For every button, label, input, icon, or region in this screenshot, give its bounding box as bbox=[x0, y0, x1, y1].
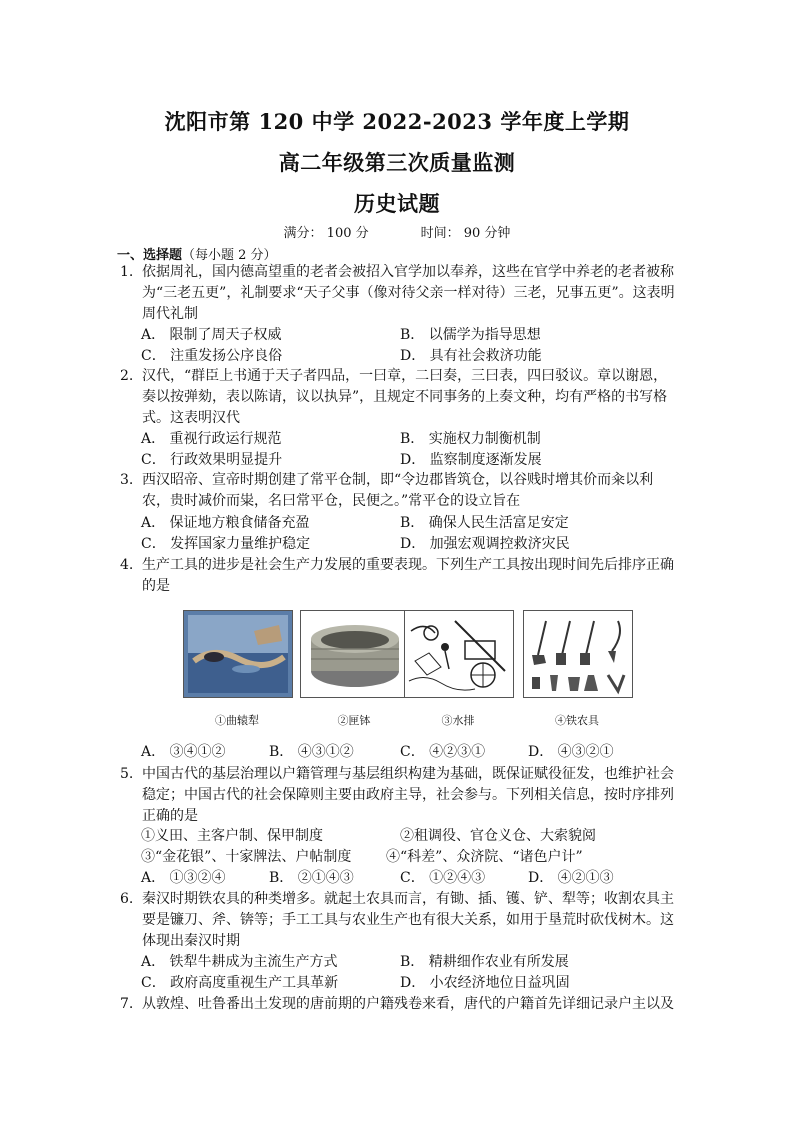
question-4 bbox=[120, 555, 680, 597]
option-b[interactable]: B． 实施权力制衡机制 bbox=[400, 431, 541, 447]
section-heading bbox=[117, 244, 277, 263]
caption-fig-3: ③水排 bbox=[441, 714, 475, 727]
option-c[interactable]: C． 政府高度重视生产工具革新 bbox=[141, 975, 339, 991]
option-b[interactable]: B． ②①④③ bbox=[269, 870, 354, 886]
tool-figures bbox=[183, 610, 643, 730]
option-a[interactable]: A． 保证地方粮食储备充盈 bbox=[141, 515, 310, 531]
option-d[interactable]: D． 小农经济地位日益巩固 bbox=[400, 975, 570, 991]
exam-title-subject: 历史试题 bbox=[354, 191, 440, 216]
option-c[interactable]: C． 发挥国家力量维护稳定 bbox=[141, 536, 311, 552]
option-d[interactable]: D． 具有社会救济功能 bbox=[400, 348, 542, 364]
question-stem: 依据周礼，国内德高望重的老者会被招入官学加以奉养，这些在官学中养老的老者被称为“三老五更”，礼制要求“天子父事（像对待父亲一样对待）三老，兄事五更”。这表明周代礼制 bbox=[142, 264, 675, 322]
caption-fig-4: ④铁农具 bbox=[555, 714, 599, 727]
question-stem: 生产工具的进步是社会生产力发展的重要表现。下列生产工具按出现时间先后排序正确的是 bbox=[142, 557, 674, 594]
question-stem: 西汉昭帝、宣帝时期创建了常平仓制，即“令边郡皆筑仓，以谷贱时增其价而籴以利农，贵时减价而粜，名曰常平仓，民便之。”常平仓的设立旨在 bbox=[142, 472, 654, 509]
question-stem: 中国古代的基层治理以户籍管理与基层组织构建为基础，既保证赋役征发，也维护社会稳定；中国古代的社会保障则主要由政府主导，社会参与。下列相关信息，按时序排列正确的是 bbox=[142, 766, 674, 824]
question-3 bbox=[120, 470, 680, 512]
exam-title-grade: 高二年级第三次质量监测 bbox=[278, 150, 516, 175]
figure-curved-plow bbox=[183, 610, 293, 698]
option-b[interactable]: B． 确保人民生活富足安定 bbox=[400, 515, 569, 531]
option-c[interactable]: C． 注重发扬公序良俗 bbox=[141, 348, 283, 364]
option-d[interactable]: D． 监察制度逐渐发展 bbox=[400, 452, 542, 468]
option-c[interactable]: C． 行政效果明显提升 bbox=[141, 452, 283, 468]
exam-meta bbox=[0, 222, 794, 241]
figure-water-bellows bbox=[404, 610, 514, 698]
question-6 bbox=[120, 889, 680, 952]
question-stem: 汉代，“群臣上书通于天子者四品，一曰章，二曰奏，三曰表，四曰驳议。章以谢恩，奏以按弹劾，表以陈请，议以执异”，且规定不同事务的上奏文种，均有严格的书写格式。这表明汉代 bbox=[142, 368, 668, 426]
question-number: 5. bbox=[120, 766, 134, 782]
option-a[interactable]: A． 重视行政运行规范 bbox=[141, 431, 282, 447]
option-b[interactable]: B． 精耕细作农业有所发展 bbox=[400, 954, 569, 970]
option-b[interactable]: B． ④③①② bbox=[269, 744, 354, 760]
full-score: 满分： 100 分 bbox=[283, 226, 369, 241]
option-a[interactable]: A． ③④①② bbox=[141, 744, 226, 760]
question-number: 6. bbox=[120, 891, 134, 907]
figure-saggar bbox=[300, 610, 410, 698]
option-c[interactable]: C． ④②③① bbox=[400, 744, 486, 760]
option-a[interactable]: A． ①③②④ bbox=[141, 870, 226, 886]
question-stem: 秦汉时期铁农具的种类增多。就起土农具而言，有锄、插、镬、铲、犁等；收割农具主要是镰刀、斧、锛等；手工工具与农业生产也有很大关系，如用于垦荒时砍伐树木。这体现出秦汉时期 bbox=[142, 891, 674, 949]
question-number: 4. bbox=[120, 557, 134, 573]
option-b[interactable]: B． 以儒学为指导思想 bbox=[400, 327, 541, 343]
section-label: 一、选择题 bbox=[117, 248, 183, 263]
option-a[interactable]: A． 铁犁牛耕成为主流生产方式 bbox=[141, 954, 338, 970]
question-2 bbox=[120, 366, 680, 429]
item-3: ③“金花银”、十家牌法、户帖制度 bbox=[141, 849, 352, 865]
option-a[interactable]: A． 限制了周天子权威 bbox=[141, 327, 282, 343]
caption-fig-1: ①曲辕犁 bbox=[215, 714, 259, 727]
figure-iron-tools bbox=[523, 610, 633, 698]
question-1 bbox=[120, 262, 680, 325]
item-2: ②租调役、官仓义仓、大索貌阅 bbox=[400, 828, 596, 844]
question-7 bbox=[120, 994, 680, 1015]
question-number: 3. bbox=[120, 472, 134, 488]
exam-title-school: 沈阳市第 120 中学 2022-2023 学年度上学期 bbox=[164, 109, 630, 134]
question-number: 7. bbox=[120, 996, 134, 1012]
option-d[interactable]: D． ④③②① bbox=[528, 744, 614, 760]
question-number: 1. bbox=[120, 264, 134, 280]
option-d[interactable]: D． 加强宏观调控救济灾民 bbox=[400, 536, 570, 552]
question-5 bbox=[120, 764, 680, 827]
section-note: （每小题 2 分） bbox=[182, 248, 277, 263]
option-c[interactable]: C． ①②④③ bbox=[400, 870, 486, 886]
question-number: 2. bbox=[120, 368, 134, 384]
exam-time: 时间： 90 分钟 bbox=[420, 226, 511, 241]
caption-fig-2: ②匣钵 bbox=[337, 714, 371, 727]
option-d[interactable]: D． ④②①③ bbox=[528, 870, 614, 886]
item-4: ④“科差”、众济院、“诸色户计” bbox=[386, 849, 583, 865]
item-1: ①义田、主客户制、保甲制度 bbox=[141, 828, 323, 844]
question-stem: 从敦煌、吐鲁番出土发现的唐前期的户籍残卷来看，唐代的户籍首先详细记录户主以及 bbox=[142, 996, 674, 1012]
